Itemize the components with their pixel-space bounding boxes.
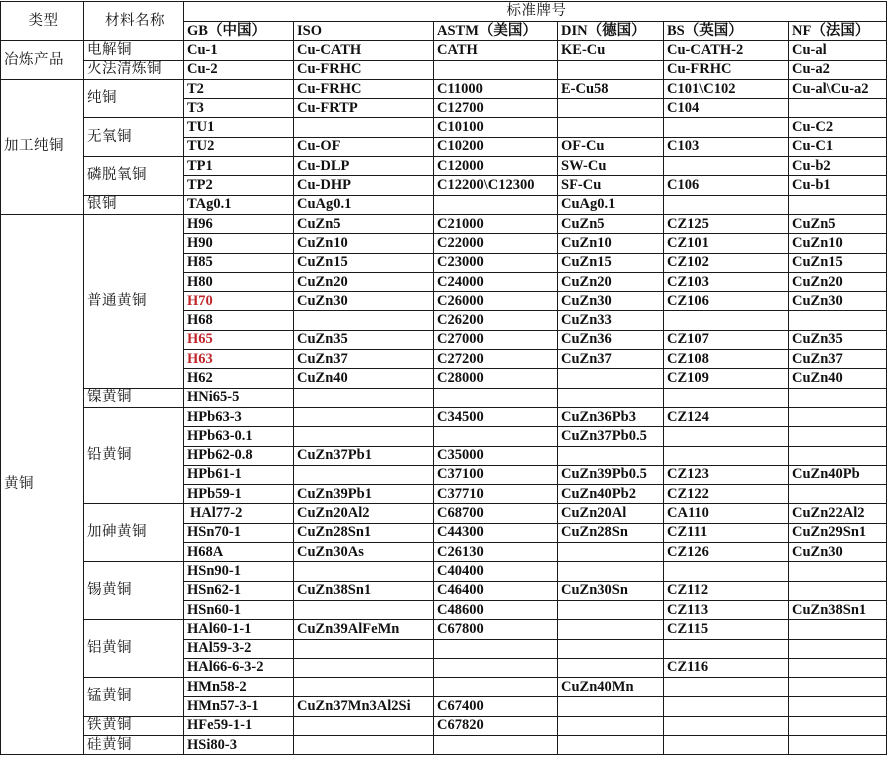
astm-grade-cell: C27000: [434, 330, 558, 349]
header-bs: BS（英国）: [664, 22, 789, 41]
iso-grade-cell: [294, 427, 434, 446]
nf-grade-cell: Cu-al\Cu-a2: [789, 79, 887, 98]
din-grade-cell: CuZn15: [558, 253, 664, 272]
gb-grade-cell: HPb62-0.8: [184, 446, 294, 465]
nf-grade-cell: Cu-C2: [789, 118, 887, 137]
iso-grade-cell: CuZn39AlFeMn: [294, 620, 434, 639]
copper-grade-comparison-table: [0, 1, 887, 755]
iso-grade-cell: CuZn38Sn1: [294, 581, 434, 600]
din-grade-cell: [558, 99, 664, 118]
iso-grade-cell: CuZn37Mn3Al2Si: [294, 697, 434, 716]
astm-grade-cell: C48600: [434, 600, 558, 619]
astm-grade-cell: [434, 427, 558, 446]
iso-grade-cell: CuZn20: [294, 272, 434, 291]
din-grade-cell: E-Cu58: [558, 79, 664, 98]
astm-grade-cell: C67400: [434, 697, 558, 716]
gb-grade-cell: H68A: [184, 543, 294, 562]
iso-grade-cell: CuZn20Al2: [294, 504, 434, 523]
iso-grade-cell: CuZn10: [294, 234, 434, 253]
gb-grade-cell: TAg0.1: [184, 195, 294, 214]
astm-grade-cell: C24000: [434, 272, 558, 291]
material-cell: 镍黄铜: [84, 388, 184, 407]
bs-grade-cell: CZ124: [664, 407, 789, 426]
nf-grade-cell: [789, 639, 887, 658]
bs-grade-cell: CZ113: [664, 600, 789, 619]
astm-grade-cell: [434, 639, 558, 658]
gb-grade-cell: HAl66-6-3-2: [184, 658, 294, 677]
din-grade-cell: [558, 446, 664, 465]
astm-grade-cell: C11000: [434, 79, 558, 98]
astm-grade-cell: C35000: [434, 446, 558, 465]
bs-grade-cell: CZ103: [664, 272, 789, 291]
table-row: [1, 562, 887, 581]
astm-grade-cell: C26000: [434, 292, 558, 311]
nf-grade-cell: [789, 735, 887, 754]
astm-grade-cell: C37100: [434, 465, 558, 484]
nf-grade-cell: CuZn20: [789, 272, 887, 291]
gb-grade-cell: HAl59-3-2: [184, 639, 294, 658]
din-grade-cell: CuAg0.1: [558, 195, 664, 214]
iso-grade-cell: [294, 735, 434, 754]
nf-grade-cell: CuZn40: [789, 369, 887, 388]
gb-grade-cell: HPb63-0.1: [184, 427, 294, 446]
astm-grade-cell: C12700: [434, 99, 558, 118]
material-cell: 无氧铜: [84, 118, 184, 157]
din-grade-cell: CuZn36Pb3: [558, 407, 664, 426]
astm-grade-cell: C28000: [434, 369, 558, 388]
gb-grade-cell: HFe59-1-1: [184, 716, 294, 735]
din-grade-cell: SF-Cu: [558, 176, 664, 195]
iso-grade-cell: Cu-FRTP: [294, 99, 434, 118]
astm-grade-cell: [434, 735, 558, 754]
astm-grade-cell: C46400: [434, 581, 558, 600]
astm-grade-cell: CATH: [434, 41, 558, 60]
iso-grade-cell: [294, 311, 434, 330]
bs-grade-cell: CZ116: [664, 658, 789, 677]
gb-grade-cell: H96: [184, 214, 294, 233]
nf-grade-cell: CuZn38Sn1: [789, 600, 887, 619]
bs-grade-cell: [664, 697, 789, 716]
gb-grade-cell: HPb63-3: [184, 407, 294, 426]
material-cell: 铁黄铜: [84, 716, 184, 735]
nf-grade-cell: [789, 446, 887, 465]
table-row: [1, 214, 887, 233]
din-grade-cell: CuZn20: [558, 272, 664, 291]
material-cell: 硅黄铜: [84, 735, 184, 754]
gb-grade-cell: TP2: [184, 176, 294, 195]
gb-grade-cell: H85: [184, 253, 294, 272]
nf-grade-cell: CuZn30: [789, 543, 887, 562]
header-type: 类型: [1, 2, 84, 41]
iso-grade-cell: Cu-OF: [294, 137, 434, 156]
nf-grade-cell: [789, 195, 887, 214]
iso-grade-cell: [294, 562, 434, 581]
nf-grade-cell: CuZn40Pb: [789, 465, 887, 484]
din-grade-cell: CuZn30: [558, 292, 664, 311]
type-cell: 黄铜: [1, 214, 84, 754]
bs-grade-cell: CZ123: [664, 465, 789, 484]
table-row: [1, 504, 887, 523]
table-row: [1, 41, 887, 60]
header-nf: NF（法国）: [789, 22, 887, 41]
din-grade-cell: CuZn39Pb0.5: [558, 465, 664, 484]
nf-grade-cell: Cu-al: [789, 41, 887, 60]
din-grade-cell: CuZn33: [558, 311, 664, 330]
table-row: [1, 407, 887, 426]
gb-grade-cell: H62: [184, 369, 294, 388]
nf-grade-cell: [789, 658, 887, 677]
gb-grade-cell: HSn70-1: [184, 523, 294, 542]
header-din: DIN（德国）: [558, 22, 664, 41]
din-grade-cell: [558, 716, 664, 735]
din-grade-cell: OF-Cu: [558, 137, 664, 156]
bs-grade-cell: [664, 716, 789, 735]
nf-grade-cell: [789, 581, 887, 600]
iso-grade-cell: [294, 600, 434, 619]
bs-grade-cell: [664, 311, 789, 330]
din-grade-cell: KE-Cu: [558, 41, 664, 60]
iso-grade-cell: CuZn40: [294, 369, 434, 388]
gb-grade-cell: H90: [184, 234, 294, 253]
material-cell: 加砷黄铜: [84, 504, 184, 562]
din-grade-cell: [558, 118, 664, 137]
table-row: [1, 60, 887, 79]
bs-grade-cell: CZ115: [664, 620, 789, 639]
iso-grade-cell: CuZn37: [294, 350, 434, 369]
nf-grade-cell: [789, 697, 887, 716]
bs-grade-cell: CZ101: [664, 234, 789, 253]
bs-grade-cell: [664, 157, 789, 176]
gb-grade-cell: T2: [184, 79, 294, 98]
gb-grade-cell: HAl77-2: [184, 504, 294, 523]
table-row: [1, 388, 887, 407]
gb-grade-cell: HSn62-1: [184, 581, 294, 600]
iso-grade-cell: [294, 658, 434, 677]
gb-grade-cell: Cu-1: [184, 41, 294, 60]
bs-grade-cell: CA110: [664, 504, 789, 523]
table-row: [1, 118, 887, 137]
material-cell: 锡黄铜: [84, 562, 184, 620]
bs-grade-cell: Cu-CATH-2: [664, 41, 789, 60]
bs-grade-cell: C101\C102: [664, 79, 789, 98]
astm-grade-cell: C10200: [434, 137, 558, 156]
material-cell: 普通黄铜: [84, 214, 184, 388]
nf-grade-cell: [789, 620, 887, 639]
nf-grade-cell: Cu-a2: [789, 60, 887, 79]
bs-grade-cell: CZ107: [664, 330, 789, 349]
iso-grade-cell: Cu-DLP: [294, 157, 434, 176]
bs-grade-cell: C103: [664, 137, 789, 156]
table-row: [1, 195, 887, 214]
astm-grade-cell: C68700: [434, 504, 558, 523]
gb-grade-cell: TU1: [184, 118, 294, 137]
astm-grade-cell: C12200\C12300: [434, 176, 558, 195]
din-grade-cell: CuZn20Al: [558, 504, 664, 523]
iso-grade-cell: CuZn37Pb1: [294, 446, 434, 465]
header-astm: ASTM（美国）: [434, 22, 558, 41]
bs-grade-cell: C106: [664, 176, 789, 195]
bs-grade-cell: CZ108: [664, 350, 789, 369]
nf-grade-cell: [789, 716, 887, 735]
nf-grade-cell: CuZn15: [789, 253, 887, 272]
gb-grade-cell: H70: [184, 292, 294, 311]
material-cell: 电解铜: [84, 41, 184, 60]
din-grade-cell: CuZn37Pb0.5: [558, 427, 664, 446]
astm-grade-cell: [434, 678, 558, 697]
material-cell: 铝黄铜: [84, 620, 184, 678]
bs-grade-cell: CZ102: [664, 253, 789, 272]
bs-grade-cell: [664, 118, 789, 137]
iso-grade-cell: [294, 118, 434, 137]
gb-grade-cell: T3: [184, 99, 294, 118]
din-grade-cell: CuZn37: [558, 350, 664, 369]
nf-grade-cell: [789, 407, 887, 426]
table-body: [1, 41, 887, 755]
nf-grade-cell: Cu-C1: [789, 137, 887, 156]
din-grade-cell: [558, 543, 664, 562]
gb-grade-cell: HPb59-1: [184, 485, 294, 504]
gb-grade-cell: HSi80-3: [184, 735, 294, 754]
din-grade-cell: [558, 697, 664, 716]
material-cell: 银铜: [84, 195, 184, 214]
din-grade-cell: CuZn5: [558, 214, 664, 233]
astm-grade-cell: [434, 195, 558, 214]
bs-grade-cell: [664, 388, 789, 407]
nf-grade-cell: CuZn22Al2: [789, 504, 887, 523]
iso-grade-cell: Cu-FRHC: [294, 79, 434, 98]
bs-grade-cell: CZ106: [664, 292, 789, 311]
table-row: [1, 157, 887, 176]
gb-grade-cell: H68: [184, 311, 294, 330]
gb-grade-cell: TP1: [184, 157, 294, 176]
iso-grade-cell: CuZn35: [294, 330, 434, 349]
material-cell: 火法清炼铜: [84, 60, 184, 79]
astm-grade-cell: C37710: [434, 485, 558, 504]
astm-grade-cell: C21000: [434, 214, 558, 233]
header-iso: ISO: [294, 22, 434, 41]
iso-grade-cell: CuZn30As: [294, 543, 434, 562]
gb-grade-cell: Cu-2: [184, 60, 294, 79]
iso-grade-cell: [294, 407, 434, 426]
gb-grade-cell: H65: [184, 330, 294, 349]
nf-grade-cell: CuZn37: [789, 350, 887, 369]
astm-grade-cell: [434, 60, 558, 79]
header-standard-group: 标准牌号: [184, 2, 887, 22]
din-grade-cell: CuZn10: [558, 234, 664, 253]
astm-grade-cell: C34500: [434, 407, 558, 426]
material-cell: 铅黄铜: [84, 407, 184, 503]
astm-grade-cell: C40400: [434, 562, 558, 581]
table-row: [1, 678, 887, 697]
nf-grade-cell: [789, 99, 887, 118]
nf-grade-cell: [789, 311, 887, 330]
header-row-1: [1, 2, 887, 22]
gb-grade-cell: H80: [184, 272, 294, 291]
bs-grade-cell: CZ112: [664, 581, 789, 600]
type-cell: 加工纯铜: [1, 79, 84, 214]
nf-grade-cell: [789, 485, 887, 504]
table-row: [1, 735, 887, 754]
iso-grade-cell: CuZn30: [294, 292, 434, 311]
nf-grade-cell: Cu-b1: [789, 176, 887, 195]
gb-grade-cell: HSn90-1: [184, 562, 294, 581]
astm-grade-cell: C26200: [434, 311, 558, 330]
iso-grade-cell: CuZn28Sn1: [294, 523, 434, 542]
astm-grade-cell: C44300: [434, 523, 558, 542]
astm-grade-cell: C12000: [434, 157, 558, 176]
astm-grade-cell: [434, 658, 558, 677]
nf-grade-cell: [789, 388, 887, 407]
nf-grade-cell: CuZn10: [789, 234, 887, 253]
header-material: 材料名称: [84, 2, 184, 41]
bs-grade-cell: [664, 562, 789, 581]
din-grade-cell: [558, 639, 664, 658]
gb-grade-cell: HAl60-1-1: [184, 620, 294, 639]
iso-grade-cell: [294, 716, 434, 735]
material-cell: 磷脱氧铜: [84, 157, 184, 196]
iso-grade-cell: Cu-DHP: [294, 176, 434, 195]
din-grade-cell: [558, 600, 664, 619]
nf-grade-cell: [789, 678, 887, 697]
iso-grade-cell: [294, 678, 434, 697]
nf-grade-cell: Cu-b2: [789, 157, 887, 176]
table-row: [1, 620, 887, 639]
gb-grade-cell: H63: [184, 350, 294, 369]
bs-grade-cell: [664, 427, 789, 446]
gb-grade-cell: HPb61-1: [184, 465, 294, 484]
din-grade-cell: [558, 620, 664, 639]
material-cell: 锰黄铜: [84, 678, 184, 717]
bs-grade-cell: [664, 639, 789, 658]
din-grade-cell: [558, 388, 664, 407]
astm-grade-cell: C27200: [434, 350, 558, 369]
gb-grade-cell: TU2: [184, 137, 294, 156]
iso-grade-cell: Cu-CATH: [294, 41, 434, 60]
din-grade-cell: [558, 369, 664, 388]
bs-grade-cell: CZ122: [664, 485, 789, 504]
gb-grade-cell: HSn60-1: [184, 600, 294, 619]
astm-grade-cell: [434, 388, 558, 407]
iso-grade-cell: CuZn15: [294, 253, 434, 272]
bs-grade-cell: CZ125: [664, 214, 789, 233]
astm-grade-cell: C67820: [434, 716, 558, 735]
iso-grade-cell: [294, 639, 434, 658]
din-grade-cell: CuZn30Sn: [558, 581, 664, 600]
bs-grade-cell: CZ126: [664, 543, 789, 562]
din-grade-cell: [558, 60, 664, 79]
bs-grade-cell: Cu-FRHC: [664, 60, 789, 79]
gb-grade-cell: HMn57-3-1: [184, 697, 294, 716]
header-gb: GB（中国）: [184, 22, 294, 41]
din-grade-cell: CuZn28Sn: [558, 523, 664, 542]
din-grade-cell: CuZn40Pb2: [558, 485, 664, 504]
din-grade-cell: CuZn40Mn: [558, 678, 664, 697]
nf-grade-cell: [789, 562, 887, 581]
iso-grade-cell: CuZn5: [294, 214, 434, 233]
bs-grade-cell: [664, 446, 789, 465]
din-grade-cell: CuZn36: [558, 330, 664, 349]
astm-grade-cell: C67800: [434, 620, 558, 639]
iso-grade-cell: CuZn39Pb1: [294, 485, 434, 504]
nf-grade-cell: CuZn29Sn1: [789, 523, 887, 542]
nf-grade-cell: CuZn35: [789, 330, 887, 349]
din-grade-cell: [558, 562, 664, 581]
iso-grade-cell: CuAg0.1: [294, 195, 434, 214]
astm-grade-cell: C10100: [434, 118, 558, 137]
table-row: [1, 716, 887, 735]
din-grade-cell: [558, 735, 664, 754]
nf-grade-cell: [789, 427, 887, 446]
nf-grade-cell: CuZn5: [789, 214, 887, 233]
material-cell: 纯铜: [84, 79, 184, 118]
din-grade-cell: [558, 658, 664, 677]
bs-grade-cell: C104: [664, 99, 789, 118]
iso-grade-cell: Cu-FRHC: [294, 60, 434, 79]
bs-grade-cell: [664, 735, 789, 754]
astm-grade-cell: C22000: [434, 234, 558, 253]
bs-grade-cell: CZ109: [664, 369, 789, 388]
astm-grade-cell: C26130: [434, 543, 558, 562]
bs-grade-cell: CZ111: [664, 523, 789, 542]
type-cell: 冶炼产品: [1, 41, 84, 80]
iso-grade-cell: [294, 388, 434, 407]
gb-grade-cell: HNi65-5: [184, 388, 294, 407]
bs-grade-cell: [664, 678, 789, 697]
table-row: [1, 79, 887, 98]
iso-grade-cell: [294, 465, 434, 484]
nf-grade-cell: CuZn30: [789, 292, 887, 311]
gb-grade-cell: HMn58-2: [184, 678, 294, 697]
bs-grade-cell: [664, 195, 789, 214]
din-grade-cell: SW-Cu: [558, 157, 664, 176]
astm-grade-cell: C23000: [434, 253, 558, 272]
